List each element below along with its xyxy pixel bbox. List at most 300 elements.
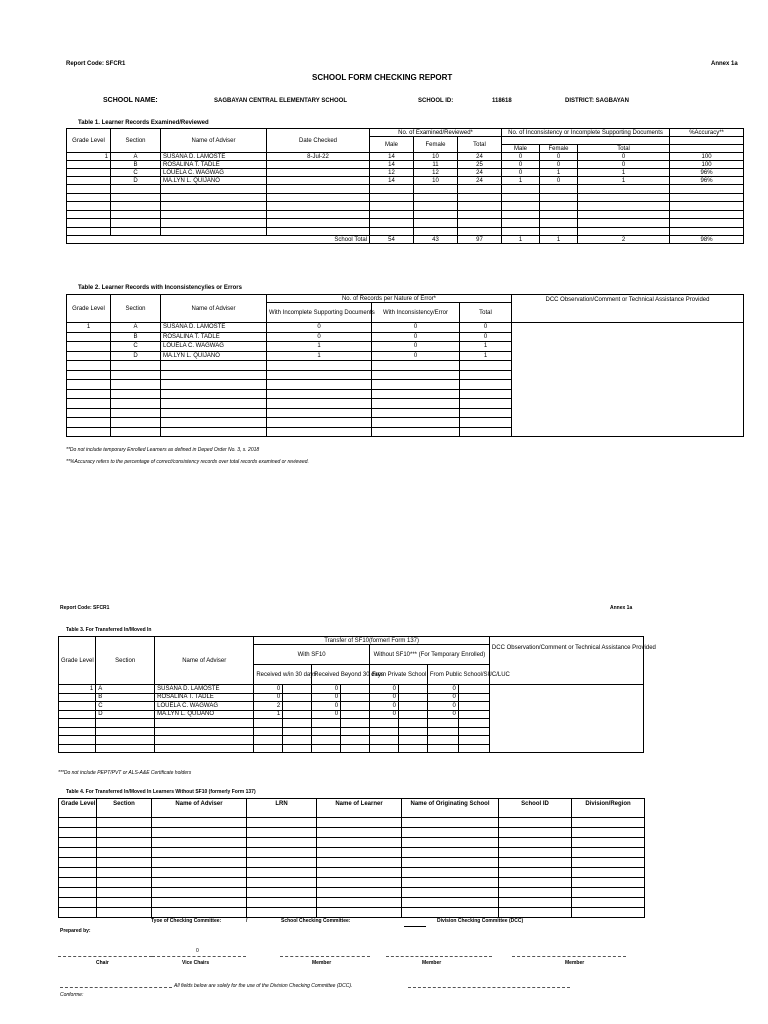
table-cell: [59, 888, 97, 898]
table-cell: [97, 848, 152, 858]
table-cell: [578, 219, 670, 228]
table-row: [67, 193, 744, 202]
t2-h-records: No. of Records per Nature of Error*: [267, 295, 512, 303]
report-code-2: Report Code: SFCR1: [60, 605, 110, 611]
incomplete-cell: 1: [267, 342, 372, 352]
table-cell: [370, 227, 414, 236]
table-cell: [161, 219, 267, 228]
table-cell: [97, 828, 152, 838]
table-cell: [267, 202, 370, 211]
private-cell: 0: [370, 693, 399, 702]
table4-header-cell: Section: [97, 799, 152, 818]
table-cell: [502, 185, 540, 194]
grade-cell: [67, 399, 111, 409]
t3-h-transfer: Transfer of SF10(formerl Form 137): [254, 637, 490, 645]
adviser-cell: LOUELA C. WAGWAG: [161, 342, 267, 352]
grade-cell: [59, 693, 96, 702]
incons-female-cell: 0: [540, 153, 578, 161]
school-id-label: SCHOOL ID:: [418, 98, 454, 104]
table-cell: [67, 193, 111, 202]
incomplete-cell: [267, 427, 372, 437]
table-cell: [499, 878, 572, 888]
section-cell: C: [111, 342, 161, 352]
male-cell: 14: [370, 153, 414, 161]
t3-h-public: From Public School/SUC/LUC: [427, 665, 489, 685]
annex-label: Annex 1a: [711, 61, 738, 67]
table-cell: [572, 858, 645, 868]
table3-transferred-in: [58, 636, 656, 753]
table-cell: [67, 210, 111, 219]
t1-total-total: 97: [458, 236, 502, 244]
district: DISTRICT: SAGBAYAN: [565, 98, 629, 104]
table-cell: [67, 227, 111, 236]
table-cell: [499, 868, 572, 878]
table-cell: [402, 868, 499, 878]
public-cell: [427, 727, 458, 736]
table-cell: [670, 210, 744, 219]
public-cell: 0: [427, 693, 458, 702]
table-cell: [317, 898, 402, 908]
incons-male-cell: 0: [502, 169, 540, 177]
t3-h-within: Received w/in 30 days: [254, 665, 312, 685]
table-cell: [317, 888, 402, 898]
table-cell: [540, 227, 578, 236]
t2-h-total: Total: [460, 303, 512, 323]
t1-h-incons: No. of Inconsistency or Incomplete Supporting Documents: [502, 129, 670, 137]
table-cell: [247, 828, 317, 838]
table-cell: [341, 736, 370, 745]
t3-h-grade: Grade Level: [59, 637, 96, 685]
table-cell: [370, 202, 414, 211]
section-cell: [111, 380, 161, 390]
female-cell: 11: [414, 161, 458, 169]
inconsistency-cell: [372, 389, 460, 399]
table-cell: [67, 185, 111, 194]
table-cell: [370, 210, 414, 219]
section-cell: A: [111, 153, 161, 161]
inconsistency-cell: [372, 370, 460, 380]
adviser-cell: MA.LYN L. QUIJANO: [161, 177, 267, 185]
date-cell: 8-Jul-22: [267, 153, 370, 161]
table-cell: [97, 878, 152, 888]
adviser-cell: MA.LYN L. QUIJANO: [161, 351, 267, 361]
table-row: [67, 219, 744, 228]
table-cell: [499, 858, 572, 868]
table-cell: [499, 838, 572, 848]
table-cell: [341, 685, 370, 694]
table-cell: [572, 888, 645, 898]
table-cell: [111, 210, 161, 219]
adviser-cell: MA.LYN L. QUIJANO: [155, 710, 254, 719]
adviser-cell: SUSANA D. LAMOSTE: [155, 685, 254, 694]
inconsistency-cell: [372, 361, 460, 371]
within-cell: [254, 727, 283, 736]
inconsistency-cell: [372, 399, 460, 409]
division-committee-label: Division Checking Committee (DCC): [437, 918, 524, 924]
beyond-cell: [312, 736, 341, 745]
incons-male-cell: 1: [502, 177, 540, 185]
table-cell: [283, 736, 312, 745]
female-cell: 10: [414, 177, 458, 185]
inconsistency-cell: [372, 380, 460, 390]
section-cell: D: [96, 710, 155, 719]
school-name-label: SCHOOL NAME:: [103, 97, 158, 104]
inconsistency-cell: 0: [372, 342, 460, 352]
accuracy-cell: 100: [670, 161, 744, 169]
t3-h-dcc: DCC Observation/Comment or Technical Assistance Provided: [489, 637, 643, 685]
table-cell: [341, 693, 370, 702]
section-cell: C: [96, 702, 155, 711]
dcc-observation-cell: [512, 323, 744, 437]
table4-caption: Table 4. For Transferred In/Moved In Learners Without SF10 (formerly Form 137): [66, 789, 256, 795]
public-cell: [427, 736, 458, 745]
table-cell: [59, 818, 97, 828]
table4-header-cell: LRN: [247, 799, 317, 818]
section-cell: D: [111, 177, 161, 185]
section-cell: B: [111, 332, 161, 342]
table1-records-examined: [66, 128, 744, 244]
incomplete-cell: [267, 380, 372, 390]
table-cell: [458, 744, 489, 753]
table-cell: [59, 908, 97, 918]
table-cell: [341, 710, 370, 719]
table4-header-cell: Division/Region: [572, 799, 645, 818]
grade-cell: [67, 351, 111, 361]
table-cell: [59, 848, 97, 858]
table4-without-sf10: [58, 798, 645, 918]
t3-h-without: Without SF10*** (For Temporary Enrolled): [370, 645, 490, 665]
total-cell: [460, 389, 512, 399]
table-cell: [499, 908, 572, 918]
table-row: [59, 888, 645, 898]
table-cell: [317, 818, 402, 828]
table-cell: [578, 185, 670, 194]
section-cell: D: [111, 351, 161, 361]
public-cell: 0: [427, 702, 458, 711]
table-cell: [458, 685, 489, 694]
section-cell: [96, 736, 155, 745]
inconsistency-cell: [372, 408, 460, 418]
section-cell: C: [111, 169, 161, 177]
incons-female-cell: 0: [540, 177, 578, 185]
table-cell: [398, 719, 427, 728]
incons-total-cell: 0: [578, 153, 670, 161]
incomplete-cell: [267, 418, 372, 428]
grade-cell: [67, 418, 111, 428]
table-row: [67, 210, 744, 219]
beyond-cell: [312, 744, 341, 753]
t1-h-total: Total: [458, 137, 502, 153]
section-cell: [111, 427, 161, 437]
table-cell: [247, 858, 317, 868]
within-cell: 0: [254, 685, 283, 694]
incons-total-cell: 1: [578, 177, 670, 185]
table-cell: [111, 227, 161, 236]
total-cell: 1: [460, 351, 512, 361]
incons-male-cell: 0: [502, 161, 540, 169]
table-cell: [398, 693, 427, 702]
incomplete-cell: [267, 370, 372, 380]
t1-h-examined: No. of Examined/Reviewed*: [370, 129, 502, 137]
table-cell: [111, 219, 161, 228]
table4-header-cell: Name of Originating School: [402, 799, 499, 818]
table-cell: [540, 185, 578, 194]
total-cell: 24: [458, 169, 502, 177]
t1-h-date: Date Checked: [267, 129, 370, 153]
beyond-cell: 0: [312, 702, 341, 711]
grade-cell: [67, 177, 111, 185]
table-row: [67, 202, 744, 211]
incomplete-cell: 0: [267, 323, 372, 333]
date-cell: [267, 177, 370, 185]
t1-total-i-total: 2: [578, 236, 670, 244]
grade-cell: [59, 719, 96, 728]
grade-cell: [59, 744, 96, 753]
total-cell: [460, 427, 512, 437]
table-cell: [341, 702, 370, 711]
grade-cell: 1: [67, 153, 111, 161]
adviser-cell: ROSALINA T. TADLE: [161, 332, 267, 342]
adviser-cell: [161, 418, 267, 428]
adviser-cell: [161, 399, 267, 409]
table-cell: [502, 227, 540, 236]
beyond-cell: [312, 719, 341, 728]
table-cell: [283, 710, 312, 719]
table-cell: [152, 878, 247, 888]
t3-h-adviser: Name of Adviser: [155, 637, 254, 685]
t2-h-dcc: DCC Observation/Comment or Technical Assistance Provided: [512, 295, 744, 323]
grade-cell: [67, 161, 111, 169]
table-row: [59, 908, 645, 918]
grade-cell: [67, 169, 111, 177]
grade-cell: [67, 380, 111, 390]
table-cell: [97, 898, 152, 908]
table-cell: [59, 878, 97, 888]
incomplete-cell: [267, 408, 372, 418]
section-cell: [111, 399, 161, 409]
table-cell: [670, 219, 744, 228]
incomplete-cell: [267, 399, 372, 409]
grade-cell: [59, 702, 96, 711]
table-cell: [97, 838, 152, 848]
table-cell: [341, 719, 370, 728]
table-cell: [572, 818, 645, 828]
t1-h-section: Section: [111, 129, 161, 153]
section-cell: [96, 719, 155, 728]
table-cell: [111, 185, 161, 194]
table-cell: [414, 210, 458, 219]
table-cell: [152, 868, 247, 878]
incons-total-cell: 1: [578, 169, 670, 177]
table-cell: [458, 719, 489, 728]
section-cell: [96, 744, 155, 753]
table-cell: [402, 828, 499, 838]
table-cell: [59, 868, 97, 878]
table-cell: [59, 838, 97, 848]
table-cell: [458, 219, 502, 228]
table-cell: [161, 193, 267, 202]
table-cell: [670, 202, 744, 211]
table-cell: [247, 878, 317, 888]
table4-header-cell: School ID: [499, 799, 572, 818]
table-row: [67, 185, 744, 194]
table-row: [67, 177, 744, 185]
table-cell: [283, 719, 312, 728]
t3-h-beyond: Received Beyond 30 days: [312, 665, 370, 685]
inconsistency-cell: 0: [372, 323, 460, 333]
table-cell: [267, 210, 370, 219]
table-cell: [317, 908, 402, 918]
school-committee-label: School Checking Committee:: [281, 918, 351, 924]
within-cell: 0: [254, 693, 283, 702]
adviser-cell: [161, 389, 267, 399]
grade-cell: [67, 427, 111, 437]
table-cell: [578, 210, 670, 219]
table-cell: [59, 898, 97, 908]
beyond-cell: 0: [312, 685, 341, 694]
incons-male-cell: 0: [502, 153, 540, 161]
table3-caption: Table 3. For Transferred In/Moved In: [66, 627, 152, 633]
table-cell: [398, 702, 427, 711]
table-cell: [578, 202, 670, 211]
table-row: [67, 169, 744, 177]
table-row: [59, 878, 645, 888]
t2-h-grade: Grade Level: [67, 295, 111, 323]
school-id: 118618: [492, 98, 512, 104]
table-cell: [502, 193, 540, 202]
table-cell: [267, 185, 370, 194]
table-cell: [317, 868, 402, 878]
table-cell: [458, 702, 489, 711]
signatory-member-3: Member: [565, 960, 585, 966]
section-cell: [111, 389, 161, 399]
adviser-cell: [155, 727, 254, 736]
t3-h-private: From Private School: [370, 665, 428, 685]
grade-cell: 1: [59, 685, 96, 694]
inconsistency-cell: 0: [372, 332, 460, 342]
table-cell: [370, 185, 414, 194]
table-row: [67, 161, 744, 169]
table-cell: [341, 727, 370, 736]
annex-label-2: Annex 1a: [610, 605, 633, 611]
table-cell: [458, 227, 502, 236]
beyond-cell: 0: [312, 693, 341, 702]
table4-header-cell: Name of Adviser: [152, 799, 247, 818]
table-cell: [152, 838, 247, 848]
table-cell: [402, 888, 499, 898]
grade-cell: [67, 361, 111, 371]
table-cell: [247, 818, 317, 828]
t1-h-i-male: Male: [502, 145, 540, 153]
table-cell: [572, 878, 645, 888]
table-cell: [152, 848, 247, 858]
table-cell: [152, 818, 247, 828]
report-title: SCHOOL FORM CHECKING REPORT: [312, 73, 453, 82]
section-cell: [111, 370, 161, 380]
dcc-observation-cell: [489, 685, 643, 753]
t2-h-adviser: Name of Adviser: [161, 295, 267, 323]
table-cell: [247, 848, 317, 858]
note-temporary-enrolled: **Do not include temporary Enrolled Learners as defined in Deped Order No. 3, s. 2018: [66, 447, 260, 453]
table-cell: [111, 193, 161, 202]
table-cell: [398, 727, 427, 736]
note-pept: ***Do not include PEPT/PVT or ALS-A&E Certificate holders: [58, 770, 192, 776]
within-cell: [254, 736, 283, 745]
within-cell: 2: [254, 702, 283, 711]
date-cell: [267, 161, 370, 169]
adviser-cell: [155, 719, 254, 728]
table-cell: [540, 202, 578, 211]
adviser-cell: SUSANA D. LAMOSTE: [161, 323, 267, 333]
table-cell: [317, 878, 402, 888]
female-cell: 10: [414, 153, 458, 161]
grade-cell: [59, 727, 96, 736]
section-cell: [111, 408, 161, 418]
accuracy-cell: 100: [670, 153, 744, 161]
signatory-vice-chairs: Vice Chairs: [182, 960, 210, 966]
total-cell: [460, 370, 512, 380]
table-cell: [578, 227, 670, 236]
committee-slash: /: [246, 918, 248, 924]
note-accuracy: **%Accuracy refers to the percentage of correct/consistency records over total records examined or reviewed.: [66, 459, 309, 465]
total-cell: 0: [460, 332, 512, 342]
signatory-chair: Chair: [96, 960, 109, 966]
vice-chair-value: 0: [196, 948, 199, 954]
table-cell: [458, 202, 502, 211]
prepared-by-label: Prepared by:: [60, 928, 91, 934]
private-cell: 0: [370, 710, 399, 719]
adviser-cell: LOUELA C. WAGWAG: [161, 169, 267, 177]
t1-h-incons-cont: [502, 137, 670, 145]
table-cell: [247, 838, 317, 848]
male-cell: 14: [370, 177, 414, 185]
table-cell: [458, 193, 502, 202]
adviser-cell: [161, 370, 267, 380]
table-cell: [572, 908, 645, 918]
incons-total-cell: 0: [578, 161, 670, 169]
adviser-cell: [161, 361, 267, 371]
beyond-cell: [312, 727, 341, 736]
adviser-cell: ROSALINA T. TADLE: [161, 161, 267, 169]
table-cell: [402, 838, 499, 848]
table-cell: [247, 898, 317, 908]
section-cell: [111, 361, 161, 371]
table-cell: [247, 908, 317, 918]
adviser-cell: [161, 380, 267, 390]
grade-cell: [67, 370, 111, 380]
table2-records-with-errors: [66, 294, 744, 437]
total-cell: 24: [458, 177, 502, 185]
grade-cell: [59, 736, 96, 745]
table-cell: [458, 210, 502, 219]
total-cell: 24: [458, 153, 502, 161]
table-row: [59, 828, 645, 838]
table-cell: [670, 227, 744, 236]
private-cell: 0: [370, 702, 399, 711]
t2-h-section: Section: [111, 295, 161, 323]
within-cell: 1: [254, 710, 283, 719]
adviser-cell: SUSANA D. LAMOSTE: [161, 153, 267, 161]
table-cell: [97, 888, 152, 898]
incomplete-cell: [267, 361, 372, 371]
table-cell: [502, 219, 540, 228]
table-cell: [59, 858, 97, 868]
conforme-label: Conforme:: [60, 992, 84, 998]
table-row: [59, 838, 645, 848]
table-cell: [402, 898, 499, 908]
table-cell: [572, 868, 645, 878]
table-cell: [267, 219, 370, 228]
